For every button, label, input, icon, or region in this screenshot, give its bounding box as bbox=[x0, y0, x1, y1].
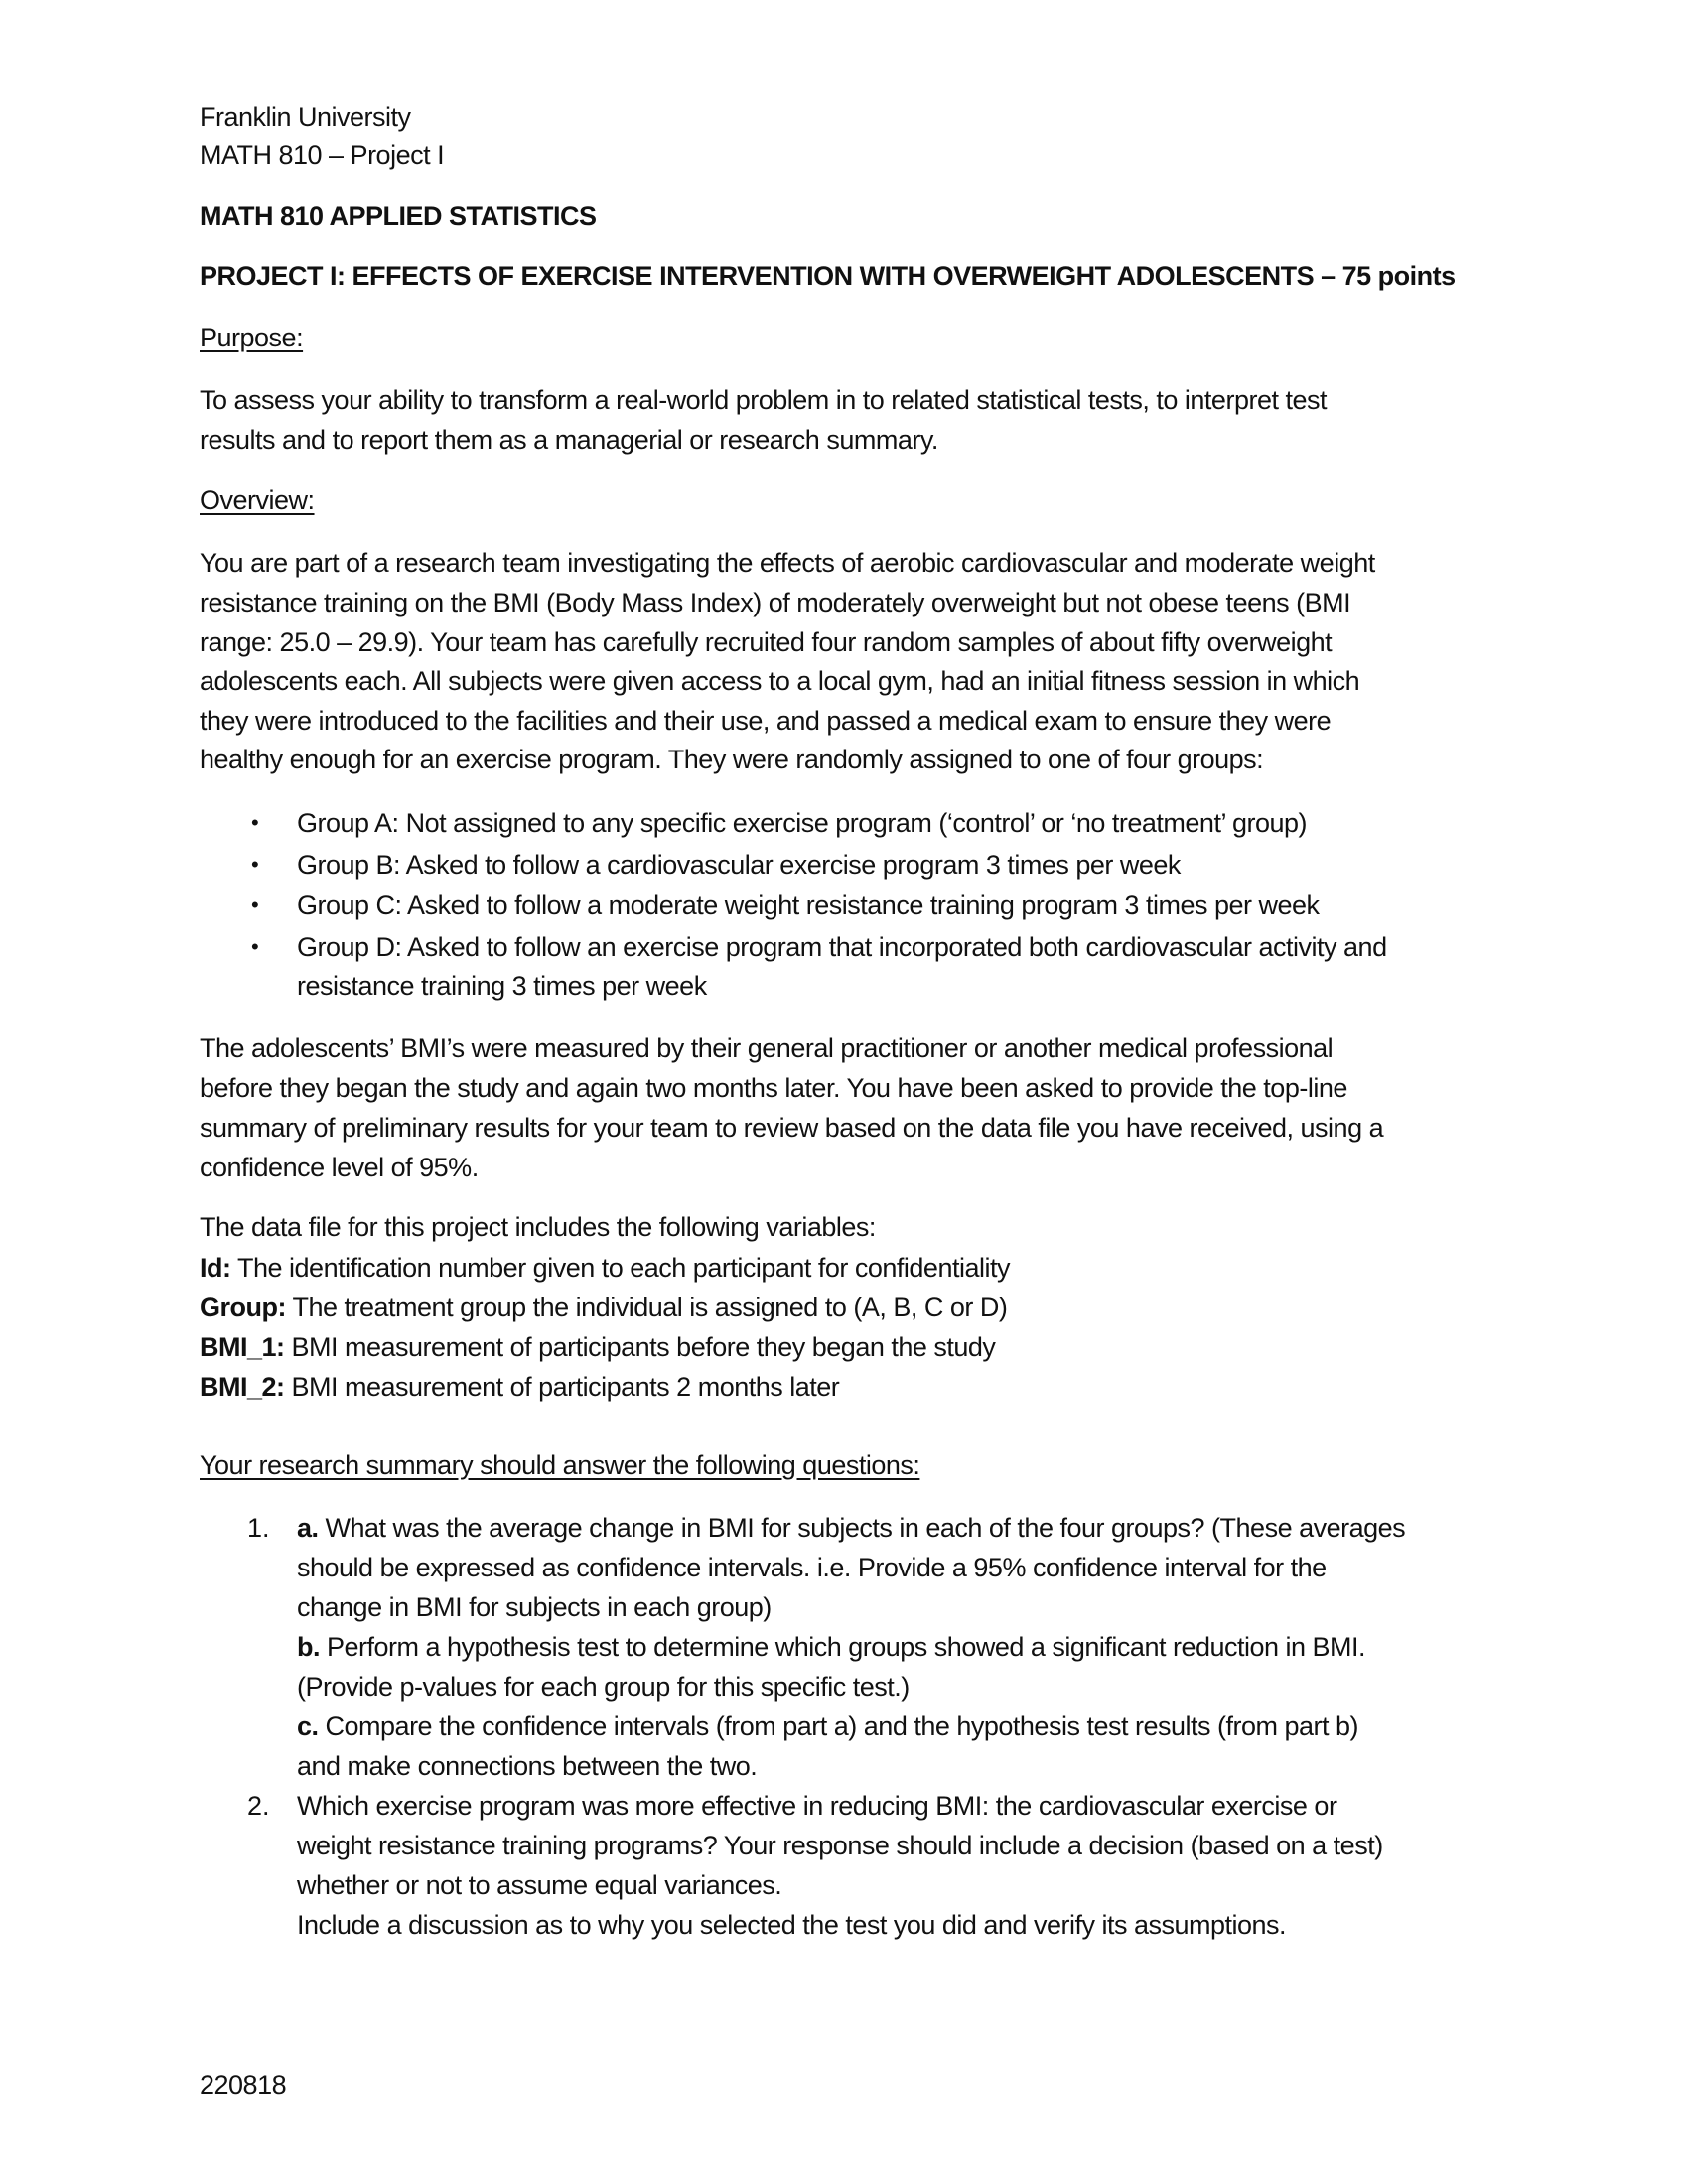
purpose-line-1: To assess your ability to transform a real-world problem in to related statistical tests, to interpret test bbox=[200, 385, 1327, 415]
overview-line-3: range: 25.0 – 29.9). Your team has carefully recruited four random samples of about fifty overweight bbox=[200, 627, 1333, 657]
bullet-icon: • bbox=[251, 810, 259, 835]
institution-name: Franklin University bbox=[200, 102, 411, 132]
part-text: Compare the confidence intervals (from part a) and the hypothesis test results (from part b) bbox=[318, 1711, 1359, 1741]
part-label: c. bbox=[297, 1711, 319, 1741]
group-d-item-continued: resistance training 3 times per week bbox=[297, 971, 707, 1001]
question-2-line-1: Which exercise program was more effective in reducing BMI: the cardiovascular exercise or bbox=[297, 1791, 1337, 1821]
variables-intro: The data file for this project includes the following variables: bbox=[200, 1212, 876, 1242]
course-line: MATH 810 – Project I bbox=[200, 140, 445, 170]
group-c-item: Group C: Asked to follow a moderate weight resistance training program 3 times per week bbox=[297, 890, 1320, 920]
question-1b-line-2: (Provide p-values for each group for this specific test.) bbox=[297, 1672, 910, 1702]
question-1a-line-3: change in BMI for subjects in each group) bbox=[297, 1592, 772, 1622]
measurement-line-2: before they began the study and again two months later. You have been asked to provide the top-line bbox=[200, 1073, 1347, 1103]
measurement-line-1: The adolescents’ BMI’s were measured by their general practitioner or another medical professional bbox=[200, 1033, 1334, 1063]
variable-desc: BMI measurement of participants 2 months later bbox=[284, 1372, 840, 1402]
measurement-line-4: confidence level of 95%. bbox=[200, 1153, 479, 1182]
purpose-heading: Purpose: bbox=[200, 323, 304, 352]
measurement-line-3: summary of preliminary results for your team to review based on the data file you have received, using a bbox=[200, 1113, 1384, 1143]
question-1c-line-1 bbox=[297, 1706, 1358, 1746]
purpose-line-2: results and to report them as a managerial or research summary. bbox=[200, 425, 938, 455]
question-2-line-3: whether or not to assume equal variances. bbox=[297, 1870, 782, 1900]
overview-line-2: resistance training on the BMI (Body Mass Index) of moderately overweight but not obese teens (BMI bbox=[200, 588, 1351, 617]
overview-line-1: You are part of a research team investigating the effects of aerobic cardiovascular and moderate weight bbox=[200, 548, 1375, 578]
overview-line-4: adolescents each. All subjects were given access to a local gym, had an initial fitness session in which bbox=[200, 666, 1360, 696]
part-text: What was the average change in BMI for subjects in each of the four groups? (These averages bbox=[318, 1513, 1406, 1543]
bullet-icon: • bbox=[251, 934, 259, 959]
project-title: PROJECT I: EFFECTS OF EXERCISE INTERVENTION WITH OVERWEIGHT ADOLESCENTS – 75 points bbox=[200, 261, 1456, 291]
overview-heading: Overview: bbox=[200, 485, 315, 515]
bullet-icon: • bbox=[251, 892, 259, 917]
variable-group bbox=[200, 1288, 1007, 1327]
overview-line-5: they were introduced to the facilities and their use, and passed a medical exam to ensure they were bbox=[200, 706, 1332, 736]
question-1b-line-1 bbox=[297, 1627, 1365, 1667]
variable-desc: The identification number given to each participant for confidentiality bbox=[230, 1253, 1010, 1283]
question-1c-line-2: and make connections between the two. bbox=[297, 1751, 758, 1781]
questions-heading: Your research summary should answer the following questions: bbox=[200, 1450, 920, 1480]
question-1a-line-2: should be expressed as confidence intervals. i.e. Provide a 95% confidence interval for the bbox=[297, 1553, 1327, 1582]
part-label: a. bbox=[297, 1513, 319, 1543]
question-number: 2. bbox=[247, 1791, 270, 1821]
document-code: 220818 bbox=[200, 2070, 287, 2100]
question-number: 1. bbox=[247, 1513, 270, 1543]
question-2-line-4: Include a discussion as to why you selected the test you did and verify its assumptions. bbox=[297, 1910, 1287, 1940]
bullet-icon: • bbox=[251, 852, 259, 877]
variable-name: BMI_2: bbox=[200, 1372, 285, 1402]
question-2-line-2: weight resistance training programs? Your response should include a decision (based on a test) bbox=[297, 1831, 1383, 1860]
group-b-item: Group B: Asked to follow a cardiovascular exercise program 3 times per week bbox=[297, 850, 1181, 880]
variable-bmi-1 bbox=[200, 1327, 995, 1367]
part-text: Perform a hypothesis test to determine which groups showed a significant reduction in BMI. bbox=[320, 1632, 1366, 1662]
variable-desc: BMI measurement of participants before they began the study bbox=[284, 1332, 996, 1362]
group-d-item: Group D: Asked to follow an exercise program that incorporated both cardiovascular activity and bbox=[297, 932, 1387, 962]
variable-desc: The treatment group the individual is assigned to (A, B, C or D) bbox=[285, 1293, 1008, 1322]
question-1a-line-1 bbox=[297, 1508, 1405, 1548]
variable-id bbox=[200, 1248, 1010, 1288]
part-label: b. bbox=[297, 1632, 320, 1662]
document-title: MATH 810 APPLIED STATISTICS bbox=[200, 202, 597, 231]
variable-bmi-2 bbox=[200, 1367, 839, 1407]
variable-name: Group: bbox=[200, 1293, 286, 1322]
variable-name: Id: bbox=[200, 1253, 231, 1283]
overview-line-6: healthy enough for an exercise program. They were randomly assigned to one of four groups: bbox=[200, 745, 1264, 774]
group-a-item: Group A: Not assigned to any specific exercise program (‘control’ or ‘no treatment’ group) bbox=[297, 808, 1307, 838]
variable-name: BMI_1: bbox=[200, 1332, 285, 1362]
